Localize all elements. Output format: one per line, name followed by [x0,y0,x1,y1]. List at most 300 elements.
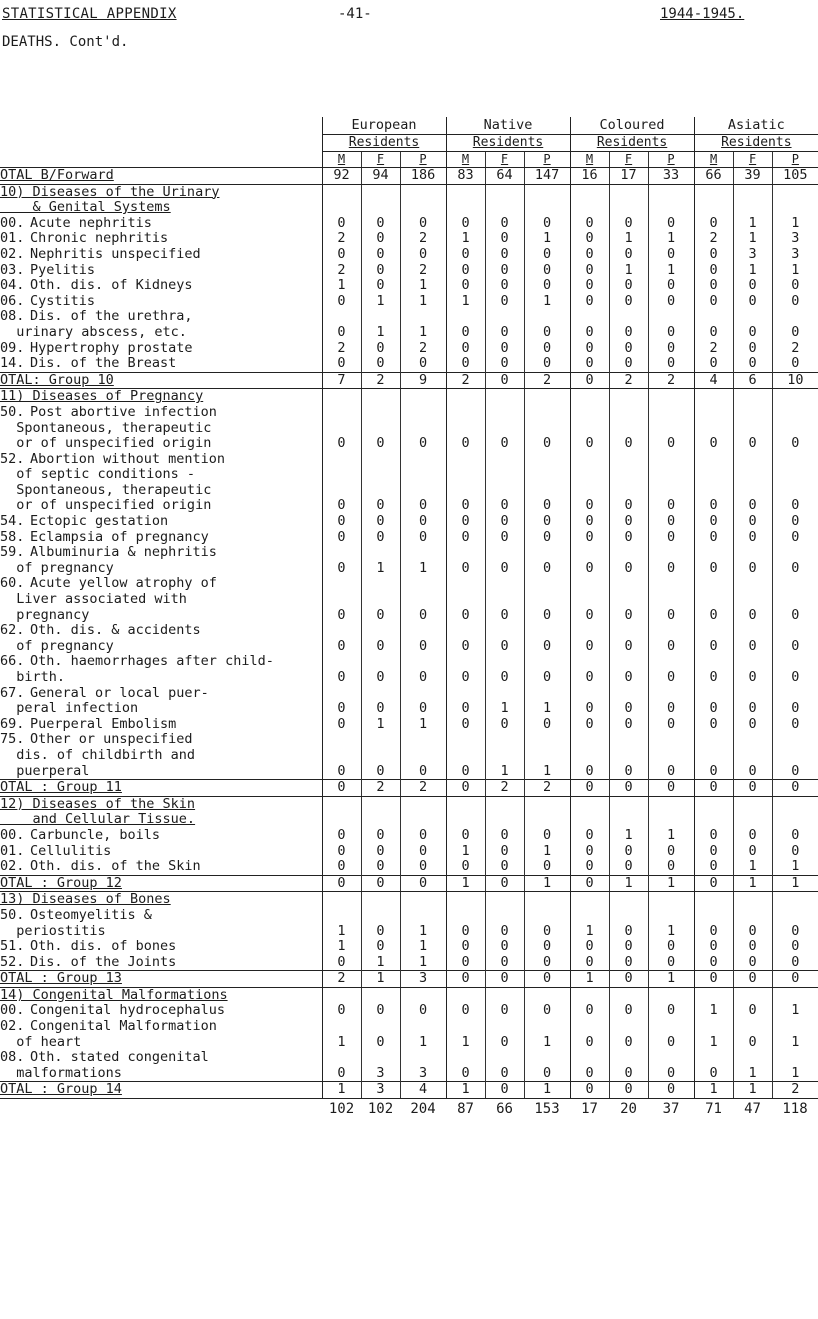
cell-value: 0 [694,514,733,530]
cell-value: 0 [400,356,446,372]
table-row [0,247,818,263]
cell-value: 0 [570,859,609,875]
table-row [0,955,818,971]
cause-code: 01. [0,230,25,247]
cell-value: 33 [648,168,694,185]
cell-value: 10 [772,372,818,389]
cell-value: 0 [485,356,524,372]
table-row [0,452,818,514]
cell-value: 0 [524,341,570,357]
cause-name: Dis. of the Joints [30,953,177,970]
cell-value: 1 [485,732,524,779]
cell-value: 0 [446,908,485,939]
cell-value: 0 [322,859,361,875]
cell-value: 0 [648,545,694,576]
table-row [0,294,818,310]
cell-value: 0 [694,405,733,452]
grand-total-value: 66 [496,1101,513,1117]
residents-header: Residents [694,135,818,152]
cell-value: 0 [524,545,570,576]
cell-value: 0 [648,717,694,733]
grand-total-value: 102 [367,1101,394,1117]
table-row [0,828,818,844]
cell-value: 1 [524,231,570,247]
cause-name: Hypertrophy prostate [30,339,193,356]
cell-value: 0 [322,545,361,576]
cell-value: 0 [609,341,648,357]
cell-value: 0 [524,971,570,988]
cell-value: 0 [609,309,648,340]
cell-value: 7 [322,372,361,389]
cell-value: 0 [772,576,818,623]
cause-label [0,247,322,263]
cell-value: 0 [609,1082,648,1099]
cell-value: 0 [322,452,361,514]
cell-value: 0 [648,452,694,514]
cell-value: 0 [446,530,485,546]
cell-value: 0 [609,545,648,576]
group-heading [0,892,322,908]
cell-empty [694,987,733,1003]
cell-value: 0 [446,939,485,955]
cell-value: 0 [694,1050,733,1082]
table-row [0,356,818,372]
cell-value: 0 [609,216,648,232]
cell-value: 1 [694,1019,733,1050]
cause-label [0,828,322,844]
cell-value: 0 [524,356,570,372]
group-total-row [0,1082,818,1099]
cell-value: 0 [446,576,485,623]
cell-value: 2 [322,231,361,247]
cause-label [0,514,322,530]
cell-value: 0 [361,452,400,514]
cell-value: 1 [322,939,361,955]
cell-value: 0 [609,844,648,860]
cell-value: 3 [772,231,818,247]
cause-label [0,955,322,971]
cell-value: 0 [485,908,524,939]
cell-value: 0 [485,263,524,279]
residents-header: Residents [570,135,694,152]
cell-value: 0 [361,278,400,294]
cell-value: 0 [570,356,609,372]
deaths-table [0,117,818,1099]
cell-value: 0 [772,686,818,717]
cell-value: 0 [485,372,524,389]
cell-value: 1 [322,278,361,294]
sex-header-f: F [485,152,524,168]
cell-value: 0 [570,309,609,340]
cell-value: 0 [361,576,400,623]
cell-value: 1 [322,908,361,939]
cell-value: 0 [648,576,694,623]
table-row [0,545,818,576]
cell-value: 66 [694,168,733,185]
cell-value: 1 [361,545,400,576]
cause-name: Oth. haemorrhages after child- birth. [16,653,274,685]
cell-value: 1 [570,908,609,939]
cell-value: 0 [446,452,485,514]
cause-label [0,623,322,654]
cell-value: 1 [485,686,524,717]
table-row [0,309,818,340]
cell-value: 0 [361,732,400,779]
cell-empty [400,184,446,216]
cause-name: Oth. dis. of Kidneys [30,277,193,294]
table-row [0,405,818,452]
cell-value: 0 [485,247,524,263]
cell-value: 0 [694,732,733,779]
cell-empty [361,892,400,908]
cell-value: 1 [524,686,570,717]
cell-value: 0 [648,356,694,372]
cause-label [0,341,322,357]
cause-name: Post abortive infection Spontaneous, therapeutic or of unspecified origin [16,403,217,452]
cell-value: 0 [772,908,818,939]
cell-value: 0 [446,309,485,340]
cell-value: 1 [648,263,694,279]
cell-value: 0 [570,341,609,357]
cell-value: 0 [570,294,609,310]
cell-value: 0 [446,216,485,232]
cell-value: 0 [400,405,446,452]
grand-total-value: 118 [782,1101,808,1117]
cell-value: 0 [733,309,772,340]
cell-value: 0 [694,356,733,372]
cell-value: 0 [446,1003,485,1019]
cause-code: 01. [0,842,25,859]
cell-value: 0 [772,294,818,310]
cell-value: 83 [446,168,485,185]
cause-name: Oth. dis. of bones [30,938,177,955]
cell-value: 1 [361,955,400,971]
cell-value: 0 [648,955,694,971]
cell-value: 0 [609,780,648,797]
cause-code: 50. [0,403,25,420]
cell-value: 1 [322,1019,361,1050]
cell-value: 0 [485,828,524,844]
sex-header-f: F [361,152,400,168]
cell-empty [361,389,400,405]
cell-value: 0 [322,732,361,779]
table-header [0,117,818,168]
total-label: OTAL : Group 13 [0,971,322,988]
cell-value: 0 [400,828,446,844]
cell-value: 0 [524,263,570,279]
cell-value: 2 [772,1082,818,1099]
cell-value: 0 [322,309,361,340]
cell-value: 0 [570,514,609,530]
cause-code: 62. [0,622,25,639]
cell-value: 0 [694,844,733,860]
cell-value: 0 [733,908,772,939]
cell-value: 0 [361,341,400,357]
table-row [0,530,818,546]
cell-value: 0 [361,1003,400,1019]
total-label: OTAL : Group 12 [0,875,322,892]
cell-value: 1 [772,1019,818,1050]
cell-empty [772,796,818,828]
cell-value: 0 [648,1003,694,1019]
cell-value: 1 [400,545,446,576]
cell-value: 1 [524,844,570,860]
cell-value: 0 [609,1003,648,1019]
cell-value: 0 [733,356,772,372]
cell-value: 0 [733,341,772,357]
cell-empty [322,987,361,1003]
cell-value: 1 [648,971,694,988]
cause-name: Oth. dis. & accidents of pregnancy [16,622,201,654]
cell-empty [485,892,524,908]
cell-value: 0 [609,247,648,263]
cell-value: 0 [361,514,400,530]
cell-value: 0 [446,545,485,576]
cell-value: 0 [648,247,694,263]
grand-total-value: 17 [581,1101,598,1117]
cell-value: 0 [648,859,694,875]
cell-value: 1 [772,859,818,875]
cell-value: 0 [772,530,818,546]
cell-empty [772,987,818,1003]
cell-value: 1 [609,231,648,247]
cell-value: 0 [322,405,361,452]
cause-code: 04. [0,277,25,294]
group-total-row [0,168,818,185]
table-row [0,654,818,685]
cell-value: 0 [485,955,524,971]
cell-empty [733,987,772,1003]
cell-value: 1 [733,231,772,247]
cell-value: 0 [322,247,361,263]
cell-value: 1 [400,309,446,340]
cell-value: 0 [694,309,733,340]
table-row [0,341,818,357]
cell-value: 0 [446,405,485,452]
cell-value: 3 [400,1050,446,1082]
cell-value: 0 [772,717,818,733]
total-label: OTAL : Group 14 [0,1082,322,1099]
cell-value: 1 [609,263,648,279]
group-heading [0,987,322,1003]
cell-value: 0 [322,717,361,733]
cell-empty [609,389,648,405]
cause-code: 06. [0,292,25,309]
cell-value: 0 [485,309,524,340]
group-heading-row [0,184,818,216]
cell-value: 0 [485,452,524,514]
cause-label [0,859,322,875]
cell-value: 0 [648,309,694,340]
cell-value: 0 [570,1003,609,1019]
cell-value: 2 [322,263,361,279]
cell-value: 0 [570,844,609,860]
cell-empty [322,184,361,216]
cell-empty [609,184,648,216]
cause-name: Abortion without mention of septic conditions - Spontaneous, therapeutic or of unspecified origin [16,450,226,514]
cell-value: 0 [570,278,609,294]
cell-empty [524,389,570,405]
cell-value: 1 [772,875,818,892]
cell-value: 0 [733,1003,772,1019]
cell-value: 0 [446,623,485,654]
cell-value: 0 [772,955,818,971]
cell-value: 0 [733,971,772,988]
grand-total-value: 204 [410,1101,436,1117]
cell-value: 0 [609,955,648,971]
cause-code: 02. [0,245,25,262]
cell-value: 0 [446,859,485,875]
cell-value: 0 [609,859,648,875]
cell-value: 1 [733,859,772,875]
cell-empty [570,184,609,216]
cell-value: 0 [400,844,446,860]
cell-value: 0 [694,294,733,310]
cell-value: 0 [570,372,609,389]
cell-value: 2 [361,780,400,797]
table-row [0,859,818,875]
residents-header: Residents [446,135,570,152]
cell-value: 1 [446,1082,485,1099]
cell-value: 0 [609,1019,648,1050]
cell-value: 0 [648,341,694,357]
cell-empty [648,796,694,828]
cell-value: 0 [400,686,446,717]
cell-value: 0 [648,216,694,232]
cell-value: 1 [446,875,485,892]
table-row [0,686,818,717]
cell-value: 0 [570,717,609,733]
cell-value: 0 [361,686,400,717]
cell-empty [446,389,485,405]
cell-value: 0 [570,263,609,279]
cell-value: 0 [485,1019,524,1050]
cell-value: 0 [524,514,570,530]
cell-empty [772,892,818,908]
cause-label [0,732,322,779]
cell-value: 0 [733,405,772,452]
cell-value: 0 [570,1019,609,1050]
cell-value: 16 [570,168,609,185]
cause-label [0,545,322,576]
cause-name: Acute yellow atrophy of Liver associated with pregnancy [16,575,217,623]
cell-value: 0 [361,216,400,232]
cell-value: 0 [772,732,818,779]
cell-value: 0 [524,1050,570,1082]
cell-value: 0 [694,216,733,232]
table-row [0,1003,818,1019]
cell-value: 0 [524,576,570,623]
cell-empty [524,796,570,828]
cell-value: 0 [648,654,694,685]
cause-code: 67. [0,684,25,701]
table-row [0,844,818,860]
cell-value: 1 [570,971,609,988]
cell-empty [446,987,485,1003]
cell-empty [570,892,609,908]
cause-label [0,844,322,860]
cell-value: 0 [361,908,400,939]
cell-value: 0 [361,231,400,247]
cell-value: 0 [446,971,485,988]
cell-value: 1 [733,1082,772,1099]
cell-value: 0 [485,231,524,247]
group-heading-text: 13) Diseases of Bones [0,891,171,908]
cell-value: 0 [446,1050,485,1082]
cell-value: 0 [694,452,733,514]
cell-empty [648,389,694,405]
cell-value: 0 [733,452,772,514]
cell-value: 0 [609,686,648,717]
sex-header-m: M [694,152,733,168]
cell-value: 0 [772,278,818,294]
cell-value: 0 [446,356,485,372]
grand-total-value: 102 [328,1101,355,1117]
cell-value: 0 [648,780,694,797]
cell-value: 0 [485,545,524,576]
cell-value: 0 [772,545,818,576]
cell-value: 0 [648,278,694,294]
cell-value: 3 [361,1082,400,1099]
cell-empty [694,892,733,908]
cell-value: 0 [446,247,485,263]
cell-empty [570,796,609,828]
group-heading-text: 10) Diseases of the Urinary & Genital Systems [0,183,220,216]
cell-value: 147 [524,168,570,185]
cell-value: 0 [733,278,772,294]
cell-value: 0 [772,356,818,372]
cell-value: 0 [694,717,733,733]
cell-value: 0 [485,1050,524,1082]
cause-code: 58. [0,528,25,545]
cell-value: 0 [570,780,609,797]
cell-value: 1 [772,1003,818,1019]
cell-value: 0 [322,216,361,232]
cell-value: 0 [648,405,694,452]
cell-value: 0 [694,247,733,263]
cell-value: 0 [400,623,446,654]
sex-header-m: M [322,152,361,168]
cell-value: 3 [733,247,772,263]
cell-value: 0 [322,356,361,372]
cell-empty [570,389,609,405]
cell-value: 0 [570,828,609,844]
table-row [0,908,818,939]
cell-value: 0 [524,452,570,514]
total-label: OTAL: Group 10 [0,372,322,389]
cell-value: 1 [361,309,400,340]
cell-value: 2 [694,231,733,247]
cause-name: Dis. of the urethra, urinary abscess, etc. [16,308,193,340]
report-years: 1944-1945. [660,6,745,22]
cell-value: 0 [524,955,570,971]
cause-name: Eclampsia of pregnancy [30,528,209,545]
cell-value: 64 [485,168,524,185]
cell-value: 0 [361,654,400,685]
group-heading-row [0,987,818,1003]
cell-value: 0 [485,1003,524,1019]
table-row [0,939,818,955]
cause-code: 08. [0,1049,25,1066]
group-heading [0,796,322,828]
cell-value: 0 [733,654,772,685]
cause-code: 51. [0,938,25,955]
cell-value: 0 [361,356,400,372]
cell-value: 0 [648,732,694,779]
cell-value: 1 [609,875,648,892]
cell-value: 0 [772,971,818,988]
cell-value: 0 [524,309,570,340]
